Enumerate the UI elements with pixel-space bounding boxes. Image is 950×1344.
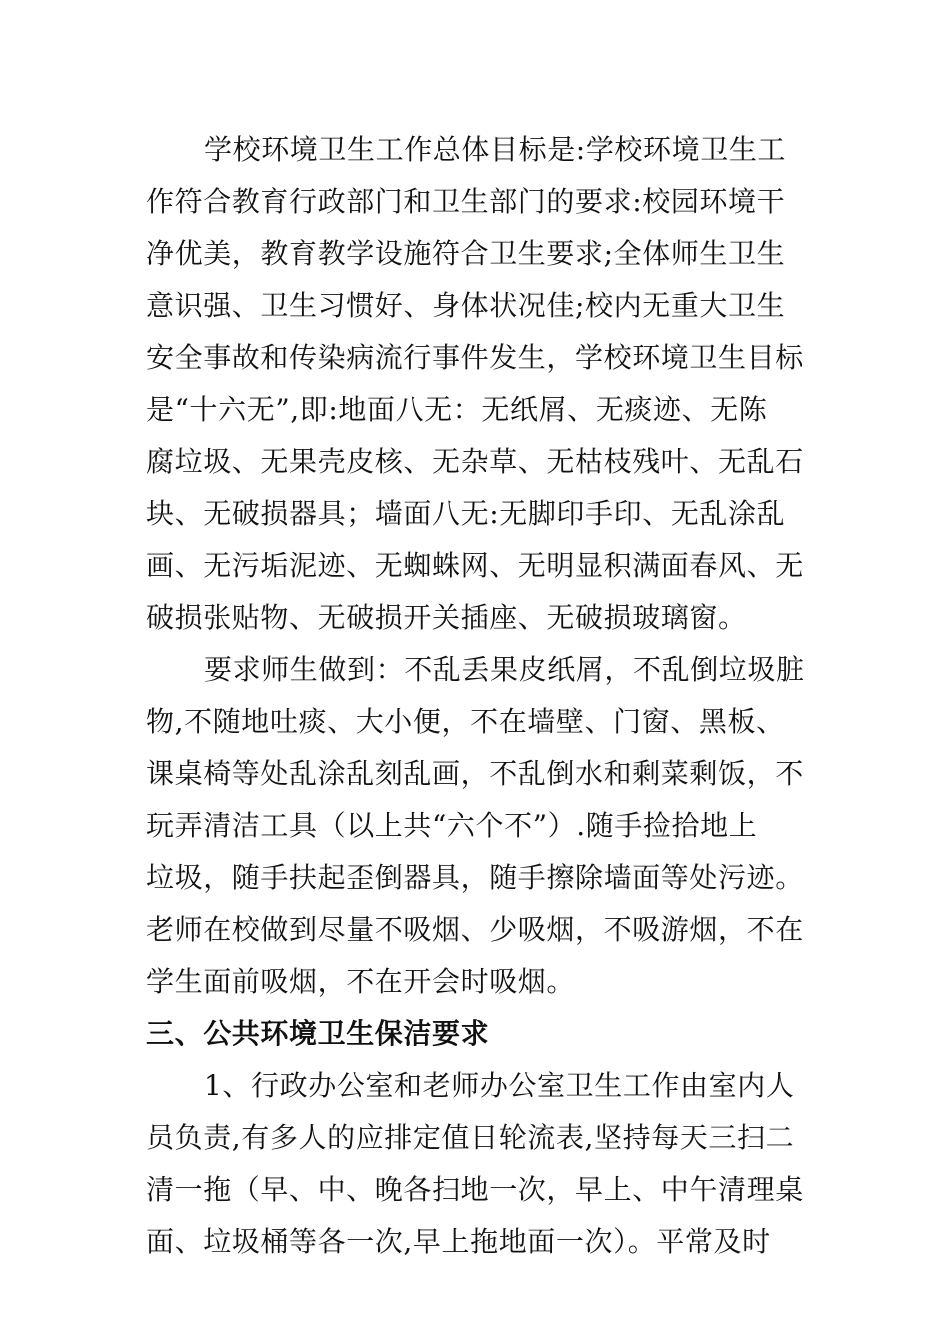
paragraph-line: 1、行政办公室和老师办公室卫生工作由室内人 [204, 1069, 795, 1102]
paragraph-line: 物,不随地吐痰、大小便，不在墙壁、门窗、黑板、 [146, 705, 785, 738]
paragraph-line: 意识强、卫生习惯好、身体状况佳;校内无重大卫生 [146, 289, 786, 322]
paragraph-line: 要求师生做到：不乱丢果皮纸屑，不乱倒垃圾脏 [204, 653, 805, 686]
paragraph-line: 块、无破损器具；墙面八无:无脚印手印、无乱涂乱 [146, 497, 786, 530]
paragraph-line: 画、无污垢泥迹、无蜘蛛网、无明显积满面春风、无 [146, 549, 804, 582]
paragraph-line: 安全事故和传染病流行事件发生，学校环境卫生目标 [146, 341, 804, 374]
paragraph-office-cleaning [146, 1060, 808, 1268]
paragraph-line: 是“十六无”,即:地面八无：无纸屑、无痰迹、无陈 [146, 393, 768, 426]
paragraph-line: 垃圾，随手扶起歪倒器具，随手擦除墙面等处污迹。 [146, 861, 804, 894]
paragraph-line: 清一拖（早、中、晚各扫地一次，早上、中午清理桌 [146, 1173, 804, 1206]
paragraph-line: 课桌椅等处乱涂乱刻乱画，不乱倒水和剩菜剩饭，不 [146, 757, 804, 790]
paragraph-student-teacher-requirements [146, 644, 808, 1008]
paragraph-line: 作符合教育行政部门和卫生部门的要求:校园环境干 [146, 185, 786, 218]
paragraph-line: 净优美，教育教学设施符合卫生要求;全体师生卫生 [146, 237, 786, 270]
paragraph-line: 破损张贴物、无破损开关插座、无破损玻璃窗。 [146, 601, 747, 634]
paragraph-line: 面、垃圾桶等各一次,早上拖地面一次）。平常及时 [146, 1225, 771, 1258]
section-heading: 三、公共环境卫生保洁要求 [146, 1017, 490, 1050]
paragraph-line: 玩弄清洁工具（以上共“六个不”）.随手捡拾地上 [146, 809, 758, 842]
paragraph-line: 腐垃圾、无果壳皮核、无杂草、无枯枝残叶、无乱石 [146, 445, 804, 478]
paragraph-line: 学校环境卫生工作总体目标是:学校环境卫生工 [204, 133, 787, 166]
paragraph-line: 员负责,有多人的应排定值日轮流表,坚持每天三扫二 [146, 1121, 795, 1154]
paragraph-line: 老师在校做到尽量不吸烟、少吸烟，不吸游烟，不在 [146, 913, 804, 946]
paragraph-line: 学生面前吸烟，不在开会时吸烟。 [146, 965, 576, 998]
paragraph-environment-goals [146, 124, 808, 644]
document-body [146, 124, 808, 1268]
